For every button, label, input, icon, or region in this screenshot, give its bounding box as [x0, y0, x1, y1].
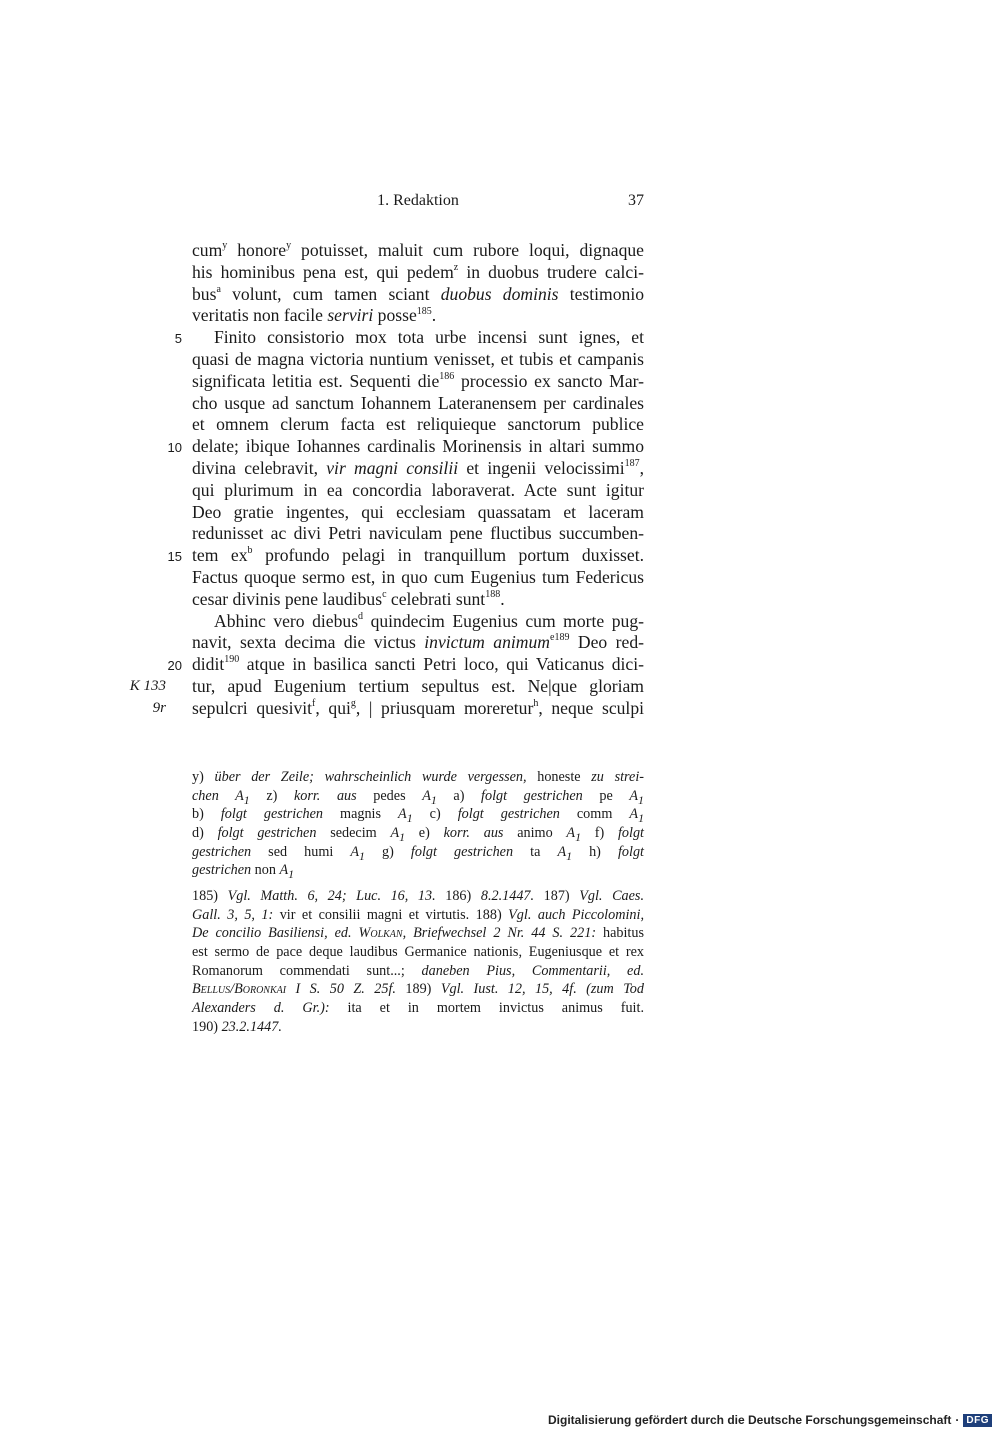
text-line: bus$^a$ volunt, cum tamen sciant duobus dominis testimonio: [192, 283, 645, 304]
dfg-logo: DFG: [963, 1414, 992, 1427]
text-line: cesar divinis pene laudibus$^c$ celebrati sunt$^{188}$.: [192, 588, 505, 609]
funding-text: Digitalisierung gefördert durch die Deutsche Forschungsgemeinschaft: [547, 1413, 952, 1427]
apparatus-line: y) über der Zeile; wahrscheinlich wurde vergessen, honeste zu strei-: [192, 769, 644, 785]
text-line: divina celebravit, vir magni consilii et ingenii velocissimi$^{187}$,: [192, 457, 644, 478]
text-line: tem $ex^b$ profundo pelagi in tranquillum portum duxisset.: [192, 545, 645, 566]
note-line: est sermo de pace deque laudibus Germanice nationis, Eugeniusque et rex: [192, 944, 644, 961]
margin-ref-folio: 9r: [152, 700, 166, 716]
line-number-15: 15: [167, 549, 182, 564]
note-line: 185) Vgl. Matth. 6, 24; Luc. 16, 13. 186) 8.2.1447. 187) Vgl. Caes.: [192, 888, 644, 904]
line-number-10: 10: [167, 440, 182, 455]
apparatus-line: b) folgt gestrichen magnis $A_1$ c) folgt gestrichen comm $A_1$: [192, 806, 644, 826]
source-notes: [192, 887, 644, 1037]
text-line: significata letitia est. Sequenti die$^{186}$ processio ex sancto Mar-: [192, 370, 644, 391]
margin-ref-k133: K 133: [129, 678, 166, 694]
text-line: Abhinc vero diebus$^d$ quindecim Eugenius cum morte pug-: [214, 610, 644, 631]
note-line: De concilio Basiliensi, ed. Wolkan, Briefwechsel 2 Nr. 44 S. 221: habitus: [192, 925, 644, 942]
note-line: Alexanders d. Gr.): ita et in mortem invictus animus fuit.: [192, 1000, 644, 1017]
apparatus-line: gestrichen sed humi $A_1$ g) folgt gestrichen ta $A_1$ h) folgt: [192, 843, 644, 863]
running-title: 1. Redaktion: [377, 192, 459, 209]
text-line: veritatis non facile serviri posse$^{185}$.: [192, 305, 437, 326]
text-line: delate; ibique Iohannes cardinalis Morinensis in altari summo: [192, 436, 644, 457]
note-line: Bellus/Boronkai I S. 50 Z. 25f. 189) Vgl. Iust. 12, 15, 4f. (zum Tod: [192, 981, 644, 998]
note-line: Romanorum commendati sunt...; daneben Pius, Commentarii, ed.: [192, 962, 644, 979]
page-number: 37: [628, 192, 644, 209]
text-line: et omnem clerum facta est reliquieque sanctorum publice: [192, 414, 644, 435]
text-line: Factus quoque sermo est, in quo cum Eugenius tum Federicus: [192, 566, 644, 587]
text-line: navit, sexta decima die victus invictum animum$^{e189}$ Deo red-: [192, 632, 644, 653]
text-line: quasi de magna victoria nuntium venisset, et tubis et campanis: [192, 348, 644, 369]
critical-apparatus: [192, 768, 644, 880]
text-line: redunisset ac divi Petri naviculam pene fluctibus succumben-: [192, 523, 644, 544]
line-number-5: 5: [174, 331, 182, 346]
note-line: Gall. 3, 5, 1: vir et consilii magni et virtutis. 188) Vgl. auch Piccolomini,: [192, 906, 644, 923]
text-line: cho usque ad sanctum Iohannem Lateranensem per cardinales: [192, 392, 644, 413]
running-header: [192, 192, 644, 216]
line-number-20: 20: [167, 658, 182, 673]
note-line: 190) 23.2.1447.: [192, 1018, 282, 1035]
apparatus-line: d) folgt gestrichen sedecim $A_1$ e) korr. aus animo $A_1$ f) folgt: [192, 825, 644, 844]
text-line: didit$^{190}$ atque in basilica sancti Petri loco, qui Vaticanus dici-: [192, 654, 644, 675]
text-line: Finito consistorio mox tota urbe incensi sunt ignes, et: [214, 327, 644, 348]
text-line: sepulcri quesivit$^f$, qui$^g$, | priusquam moreretur$^h$, neque sculpi: [192, 697, 645, 718]
apparatus-line: chen $A_1$ z) korr. aus pedes $A_1$ a) folgt gestrichen pe $A_1$: [192, 787, 644, 807]
text-line: Deo gratie ingentes, qui ecclesiam quassatam et laceram: [192, 501, 644, 522]
text-line: cum$^y$ honore$^y$ potuisset, maluit cum rubore loqui, dignaque: [192, 240, 644, 260]
funding-banner: Digitalisierung gefördert durch die Deutsche Forschungsgemeinschaft · DFG: [548, 1410, 992, 1430]
text-line: tur, apud Eugenium tertium sepultus est. Ne|que gloriam: [192, 675, 644, 696]
apparatus-line: gestrichen non $A_1$: [192, 862, 295, 882]
text-line: his hominibus pena est, qui pedem$^z$ in duobus trudere calci-: [192, 261, 644, 282]
main-text: [192, 240, 644, 720]
text-line: qui plurimum in ea concordia laboraverat. Acte sunt igitur: [192, 479, 644, 500]
